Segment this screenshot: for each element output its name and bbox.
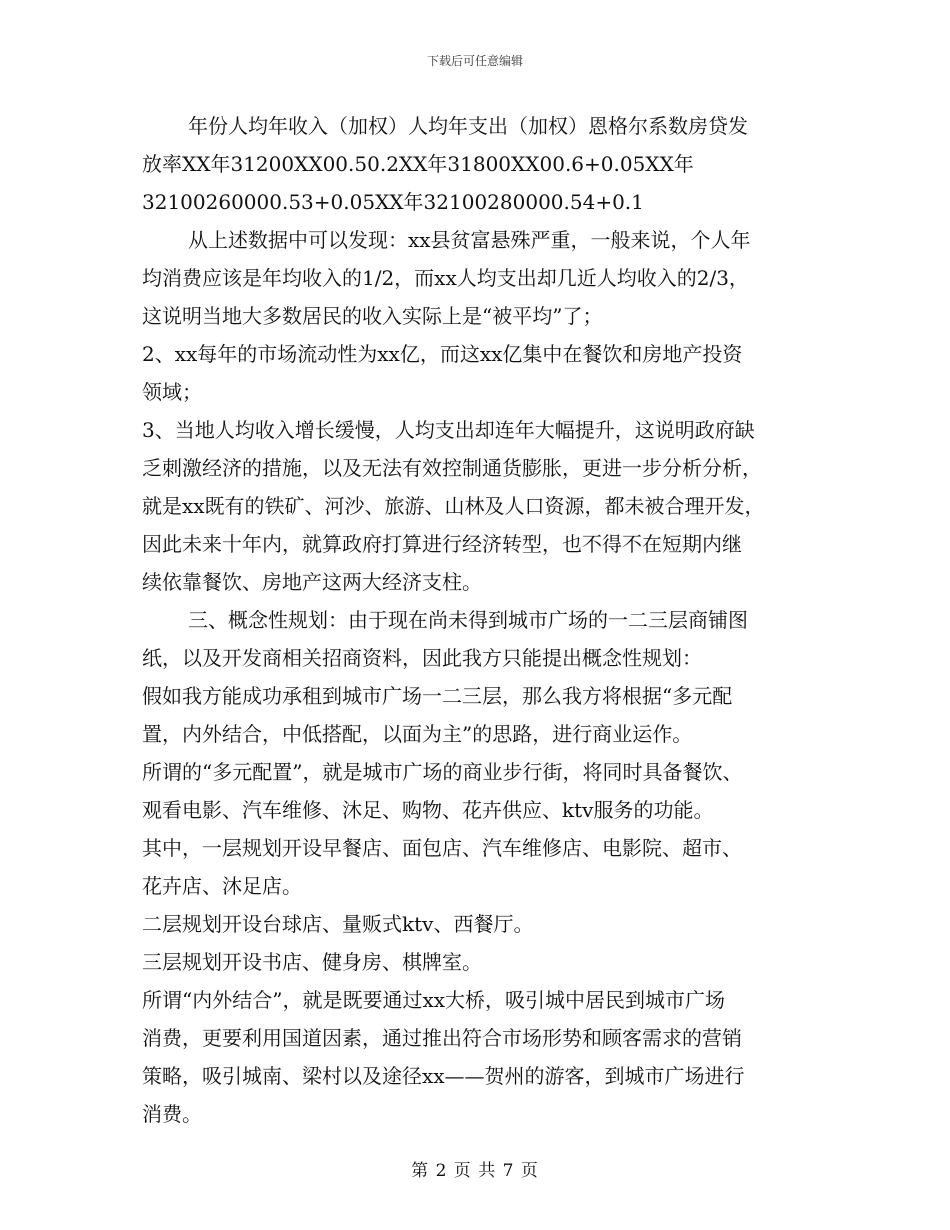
page-header: 下载后可任意编辑 (426, 54, 523, 68)
text-line: 三、概念性规划：由于现在尚未得到城市广场的一二三层商铺图 (188, 608, 748, 632)
document-body (142, 107, 822, 1133)
text-line: 32100260000.53+0.05XX年32100280000.54+0.1 (142, 190, 644, 214)
text-line: 所谓“内外结合”，就是既要通过xx大桥，吸引城中居民到城市广场 (142, 988, 726, 1012)
text-line: 因此未来十年内，就算政府打算进行经济转型，也不得不在短期内继 (142, 532, 742, 556)
text-line: 二层规划开设台球店、量贩式ktv、西餐厅。 (142, 912, 534, 936)
text-line: 假如我方能成功承租到城市广场一二三层，那么我方将根据“多元配 (142, 684, 733, 708)
page-number-footer: 第 2 页 共 7 页 (411, 1161, 539, 1181)
text-line: 所谓的“多元配置”，就是城市广场的商业步行街，将同时具备餐饮、 (142, 760, 743, 784)
text-line: 从上述数据中可以发现：xx县贫富悬殊严重，一般来说，个人年 (188, 228, 751, 252)
text-line: 续依靠餐饮、房地产这两大经济支柱。 (142, 570, 482, 594)
text-line: 消费，更要利用国道因素，通过推出符合市场形势和顾客需求的营销 (142, 1026, 742, 1050)
text-line: 其中，一层规划开设早餐店、面包店、汽车维修店、电影院、超市、 (142, 836, 742, 860)
text-line: 3、当地人均收入增长缓慢，人均支出却连年大幅提升，这说明政府缺 (142, 418, 755, 442)
text-line: 三层规划开设书店、健身房、棋牌室。 (142, 950, 482, 974)
text-line: 乏刺激经济的措施，以及无法有效控制通货膨胀，更进一步分析分析， (142, 456, 762, 480)
text-line: 就是xx既有的铁矿、河沙、旅游、山林及人口资源，都未被合理开发， (142, 494, 765, 518)
text-line: 2、xx每年的市场流动性为xx亿，而这xx亿集中在餐饮和房地产投资 (142, 342, 743, 366)
text-line: 策略，吸引城南、梁村以及途径xx——贺州的游客，到城市广场进行 (142, 1064, 745, 1088)
text-line: 放率XX年31200XX00.50.2XX年31800XX00.6+0.05XX年 (142, 152, 694, 176)
text-line: 纸，以及开发商相关招商资料，因此我方只能提出概念性规划： (142, 646, 702, 670)
text-line: 消费。 (142, 1102, 202, 1126)
text-line: 均消费应该是年均收入的1/2，而xx人均支出却几近人均收入的2/3， (142, 266, 749, 290)
text-line: 这说明当地大多数居民的收入实际上是“被平均”了； (142, 304, 603, 328)
text-line: 年份人均年收入（加权）人均年支出（加权）恩格尔系数房贷发 (188, 114, 748, 138)
text-line: 领域； (142, 380, 202, 404)
text-line: 置，内外结合，中低搭配，以面为主”的思路，进行商业运作。 (142, 722, 693, 746)
text-line: 观看电影、汽车维修、沐足、购物、花卉供应、ktv服务的功能。 (142, 798, 714, 822)
text-line: 花卉店、沐足店。 (142, 874, 302, 898)
